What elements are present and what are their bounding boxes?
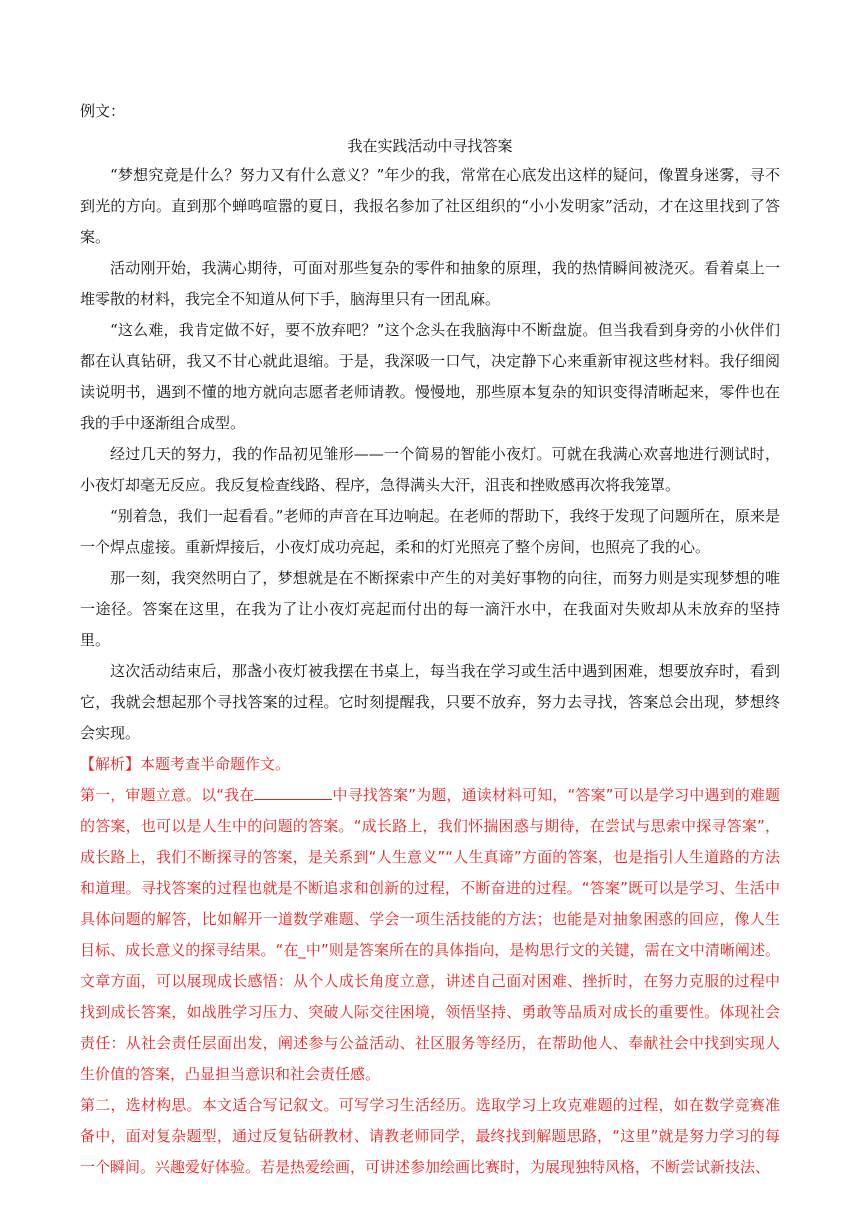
title-blank-underline: [254, 785, 332, 800]
essay-title: 我在实践活动中寻找答案: [347, 137, 513, 155]
essay-paragraph-6: 那一刻，我突然明白了，梦想就是在不断探索中产生的对美好事物的向往，而努力则是实现梦想的唯一途径。答案在这里，在我为了让小夜灯亮起而付出的每一滴汗水中，在我面对失败却从未放弃的坚持里。: [80, 569, 780, 649]
analysis-tag: 【解析】: [80, 755, 141, 773]
essay-paragraph-7: 这次活动结束后，那盏小夜灯被我摆在书桌上，每当我在学习或生活中遇到困难，想要放弃时，看到它，我就会想起那个寻找答案的过程。它时刻提醒我，只要不放弃，努力去寻找，答案总会出现，梦想终会实现。: [80, 662, 780, 742]
analysis-paragraph-2: 第二，选材构思。本文适合写记叙文。可写学习生活经历。选取学习上攻克难题的过程，如在数学竞赛准备中，面对复杂题型，通过反复钻研教材、请教老师同学，最终找到解题思路，“这里”就是努力学习的每一个瞬间。兴趣爱好体验。若是热爱绘画，可讲述参加绘画比赛时，为展现独特风格，不断尝试新技法、: [80, 1096, 780, 1176]
analysis-intro-text: 本题考查半命题作文。: [140, 755, 291, 773]
analysis-section: [80, 749, 780, 1183]
essay-paragraph-5: “别着急，我们一起看看。”老师的声音在耳边响起。在老师的帮助下，我终于发现了问题所在，原来是一个焊点虚接。重新焊接后，小夜灯成功亮起，柔和的灯光照亮了整个房间，也照亮了我的心。: [80, 507, 780, 556]
analysis-paragraph-1: [80, 780, 780, 1090]
document-content: [80, 100, 780, 1183]
essay-paragraph-1: “梦想究竟是什么？努力又有什么意义？”年少的我，常常在心底发出这样的疑问，像置身迷雾，寻不到光的方向。直到那个蝉鸣喧嚣的夏日，我报名参加了社区组织的“小小发明家”活动，才在这里找到了答案。: [80, 166, 780, 246]
essay-paragraph-2: 活动刚开始，我满心期待，可面对那些复杂的零件和抽象的原理，我的热情瞬间被浇灭。看着桌上一堆零散的材料，我完全不知道从何下手，脑海里只有一团乱麻。: [80, 259, 780, 308]
analysis-p1-rest: 中寻找答案”为题，通读材料可知，“答案”可以是学习中遇到的难题的答案，也可以是人生中的问题的答案。“成长路上，我们怀揣困惑与期待，在尝试与思索中探寻答案”，成长路上，我们不断探寻的答案，是关系到“人生意义”“人生真谛”方面的答案，也是指引人生道路的方法和道理。寻找答案的过程也就是不断追求和创新的过程，不断奋进的过程。“答案”既可以是学习、生活中具体问题的解答，比如解开一道数学难题、学会一项生活技能的方法；也能是对抽象困惑的回应，像人生目标、成长意义的探寻结果。“在_中”则是答案所在的具体指向，是构思行文的关键，需在文中清晰阐述。文章方面，可以展现成长感悟：从个人成长角度立意，讲述自己面对困难、挫折时，在努力克服的过程中找到成长答案，如战胜学习压力、突破人际交往困境，领悟坚持、勇敢等品质对成长的重要性。体现社会责任：从社会责任层面出发，阐述参与公益活动、社区服务等经历，在帮助他人、奉献社会中找到实现人生价值的答案，凸显担当意识和社会责任感。: [80, 786, 780, 1083]
analysis-p1-start: 第一，审题立意。以“我在: [80, 786, 255, 804]
analysis-intro: [80, 749, 780, 780]
essay-paragraph-4: 经过几天的努力，我的作品初见雏形——一个简易的智能小夜灯。可就在我满心欢喜地进行测试时，小夜灯却毫无反应。我反复检查线路、程序，急得满头大汗，沮丧和挫败感再次将我笼罩。: [80, 445, 780, 494]
example-label: 例文：: [80, 102, 126, 120]
essay-paragraph-3: “这么难，我肯定做不好，要不放弃吧？”这个念头在我脑海中不断盘旋。但当我看到身旁的小伙伴们都在认真钻研，我又不甘心就此退缩。于是，我深吸一口气，决定静下心来重新审视这些材料。我仔细阅读说明书，遇到不懂的地方就向志愿者老师请教。慢慢地，那些原本复杂的知识变得清晰起来，零件也在我的手中逐渐组合成型。: [80, 321, 780, 432]
